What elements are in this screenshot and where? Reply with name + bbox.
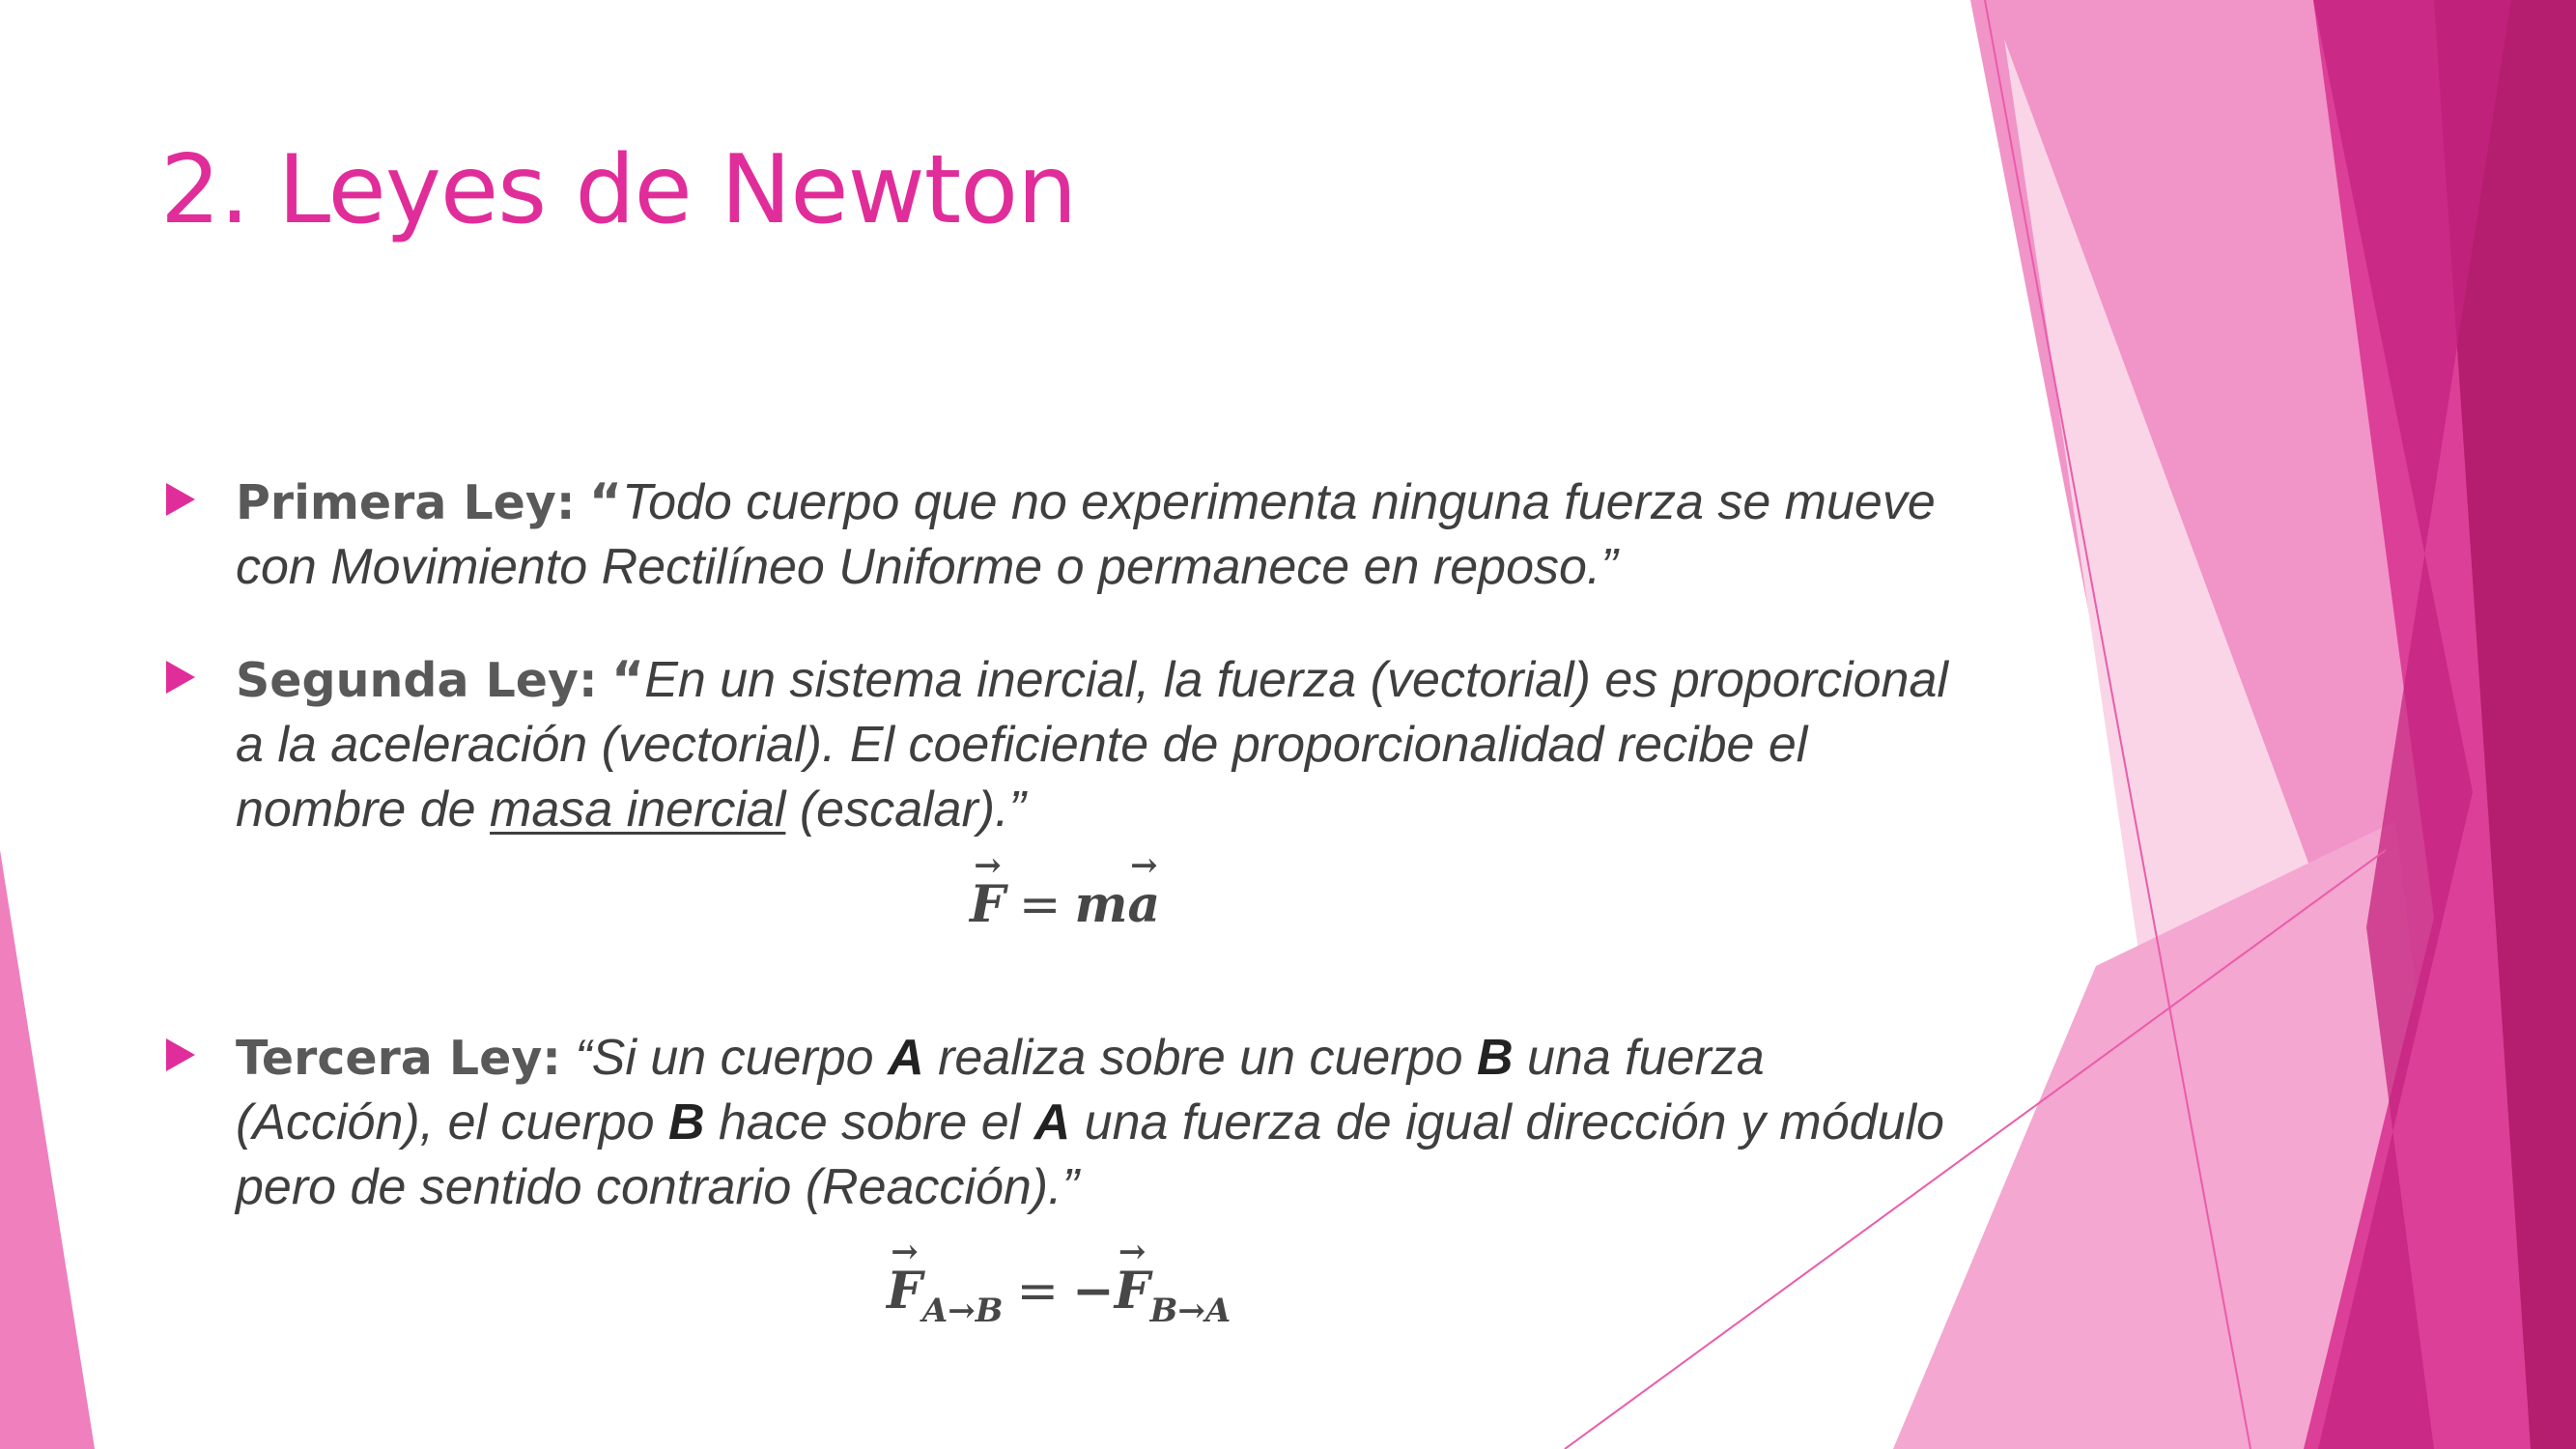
law-body: hace sobre el	[704, 1094, 1034, 1151]
body-b: B	[667, 1094, 705, 1151]
mass-symbol: m	[1074, 875, 1128, 934]
law-segunda	[166, 648, 1963, 842]
law-body: En un sistema inercial, la fuerza (vectorial) es proporcional a la aceleración (vectorial). El coeficiente de proporcionalidad recibe el nombre de	[236, 652, 1948, 838]
bullet-triangle-icon	[166, 661, 195, 694]
subscript-b-to-a: B→A	[1149, 1292, 1231, 1330]
law-body-end: (escalar).”	[785, 781, 1026, 838]
vector-f: F →	[887, 1262, 922, 1321]
law-body: realiza sobre un cuerpo	[923, 1030, 1477, 1086]
open-quote: “	[611, 651, 645, 709]
law-label: Primera Ley:	[236, 475, 576, 530]
vector-f: F →	[970, 875, 1005, 934]
body-a: A	[1033, 1094, 1071, 1151]
law-primera	[166, 470, 1963, 600]
equals-sign: =	[1016, 1263, 1060, 1321]
law-tercera	[166, 1026, 1963, 1220]
underlined-term: masa inercial	[490, 781, 786, 838]
minus-sign: −	[1072, 1262, 1115, 1321]
bullet-triangle-icon	[166, 483, 195, 516]
equals-sign: =	[1018, 876, 1062, 934]
law-body: una fuerza de igual dirección y módulo pero de sentido contrario (Reacción).”	[236, 1094, 1944, 1215]
law-tercera-text	[236, 1026, 1963, 1220]
body-a: A	[888, 1030, 924, 1086]
law-body: Todo cuerpo que no experimenta ninguna fuerza se mueve con Movimiento Rectilíneo Uniforme o permanece en reposo.”	[236, 474, 1936, 595]
law-body: “Si un cuerpo	[560, 1030, 889, 1086]
vector-f: F →	[1115, 1262, 1150, 1321]
law-label: Tercera Ley:	[236, 1031, 561, 1086]
vector-a: a →	[1128, 875, 1161, 934]
left-pink-shape	[0, 850, 95, 1449]
law-label: Segunda Ley:	[236, 653, 598, 708]
body-b: B	[1476, 1030, 1514, 1086]
open-quote: “	[588, 473, 623, 531]
formula-third-law	[887, 1262, 1231, 1330]
page-title: 2. Leyes de Newton	[160, 135, 1077, 245]
bullet-triangle-icon	[166, 1038, 195, 1071]
law-primera-text	[236, 470, 1963, 600]
law-body: una fuerza (Acción), el cuerpo	[236, 1030, 1765, 1151]
subscript-a-to-b: A→B	[921, 1292, 1004, 1330]
law-segunda-text	[236, 648, 1963, 842]
formula-second-law	[970, 875, 1160, 934]
